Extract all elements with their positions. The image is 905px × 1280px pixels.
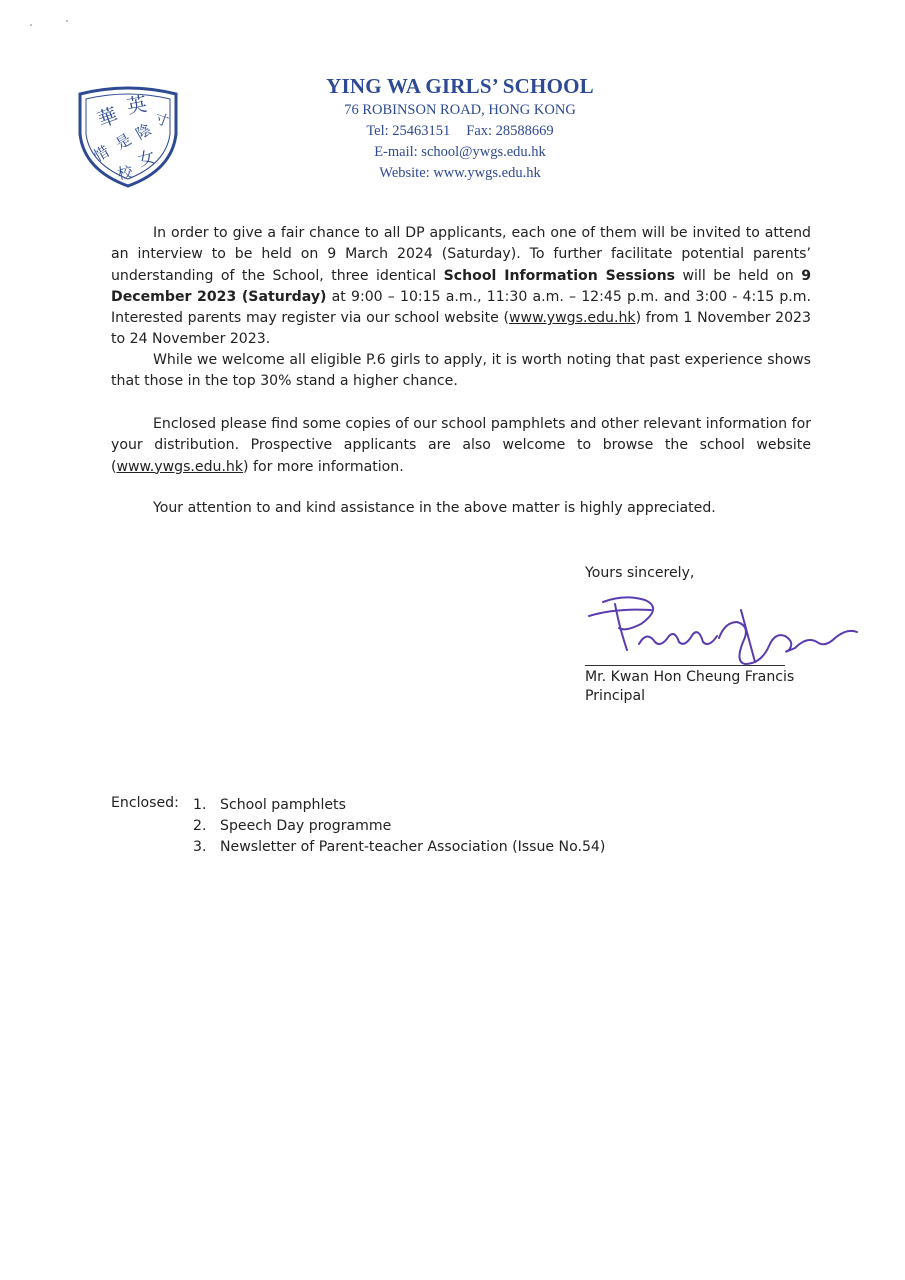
- paragraph-interview-and-sessions: [111, 223, 811, 351]
- signer-title: Principal: [585, 688, 646, 704]
- crest-char-ying: 英: [124, 91, 149, 119]
- signature-line: [585, 665, 785, 666]
- signature-image: [585, 592, 865, 670]
- crest-char-yin: 陰: [132, 120, 155, 144]
- p3-text-a: Enclosed please find some copies of our school pamphlets and other relevant information for your distribution. Prospective applicants are also welcome to browse the school website (: [111, 416, 811, 475]
- paragraph-appreciation: [111, 498, 811, 519]
- enclosure-number: 3.: [193, 839, 207, 855]
- crest-char-cun: 寸: [152, 110, 171, 131]
- enclosure-text: Speech Day programme: [220, 818, 392, 834]
- enclosure-number: 1.: [193, 797, 207, 813]
- crest-char-xi: 惜: [90, 142, 113, 166]
- p1-text-e: at 9:00 – 10:15 a.m., 11:30 a.m. – 12:45 p.m. and 3:00 - 4:15 p.m. Interested parents may register via our school website (: [111, 288, 811, 327]
- paragraph-enclosed-info: [111, 414, 811, 478]
- p2-text: While we welcome all eligible P.6 girls to apply, it is worth noting that past experience shows that those in the top 30% stand a higher chance.: [111, 352, 811, 390]
- p1-date-bold: 9 December 2023 (Saturday): [111, 267, 812, 305]
- crest-char-hua: 華: [94, 102, 122, 133]
- p1-sessions-bold: School Information Sessions: [443, 267, 676, 284]
- signer-name: Mr. Kwan Hon Cheung Francis: [585, 669, 795, 685]
- signer-block: [585, 668, 794, 706]
- telephone: Tel: 25463151: [366, 123, 451, 139]
- p4-text: Your attention to and kind assistance in the above matter is highly appreciated.: [153, 500, 716, 516]
- enclosure-text: Newsletter of Parent-teacher Association (Issue No.54): [220, 839, 606, 855]
- enclosure-text: School pamphlets: [220, 797, 346, 813]
- scan-speck: [66, 20, 68, 22]
- school-website: Website: www.ywgs.edu.hk: [379, 165, 541, 181]
- p3-website-link[interactable]: www.ywgs.edu.hk: [116, 458, 244, 475]
- enclosures-list: [193, 795, 605, 858]
- p1-text-g: ) from 1 November 2023 to 24 November 2023.: [111, 310, 811, 348]
- list-item: [193, 795, 605, 816]
- paragraph-eligibility: [111, 350, 811, 393]
- school-email: E-mail: school@ywgs.edu.hk: [374, 144, 546, 160]
- crest-char-xiao: 校: [116, 162, 135, 184]
- list-item: [193, 837, 605, 858]
- school-address: 76 ROBINSON ROAD, HONG KONG: [344, 102, 576, 118]
- p1-text-a: In order to give a fair chance to all DP applicants, each one of them will be invited to attend an interview to be held on 9 March 2024 (Saturday). To further facilitate potential parents’ understanding of the School, three identical: [111, 225, 811, 284]
- p1-text-c: will be held on: [675, 267, 802, 284]
- school-name: YING WA GIRLS’ SCHOOL: [326, 74, 594, 98]
- list-item: [193, 816, 605, 837]
- enclosures-label: Enclosed:: [111, 795, 179, 811]
- contact-phone-line: [250, 123, 670, 140]
- enclosure-number: 2.: [193, 818, 207, 834]
- crest-char-shi: 是: [112, 130, 135, 154]
- fax: Fax: 28588669: [466, 123, 554, 139]
- school-crest-logo: [72, 78, 184, 190]
- scan-speck: [30, 24, 32, 26]
- p1-website-link[interactable]: www.ywgs.edu.hk: [509, 310, 636, 327]
- p3-text-c: ) for more information.: [243, 458, 404, 475]
- crest-char-nu: 女: [135, 147, 158, 172]
- valediction: Yours sincerely,: [585, 565, 695, 581]
